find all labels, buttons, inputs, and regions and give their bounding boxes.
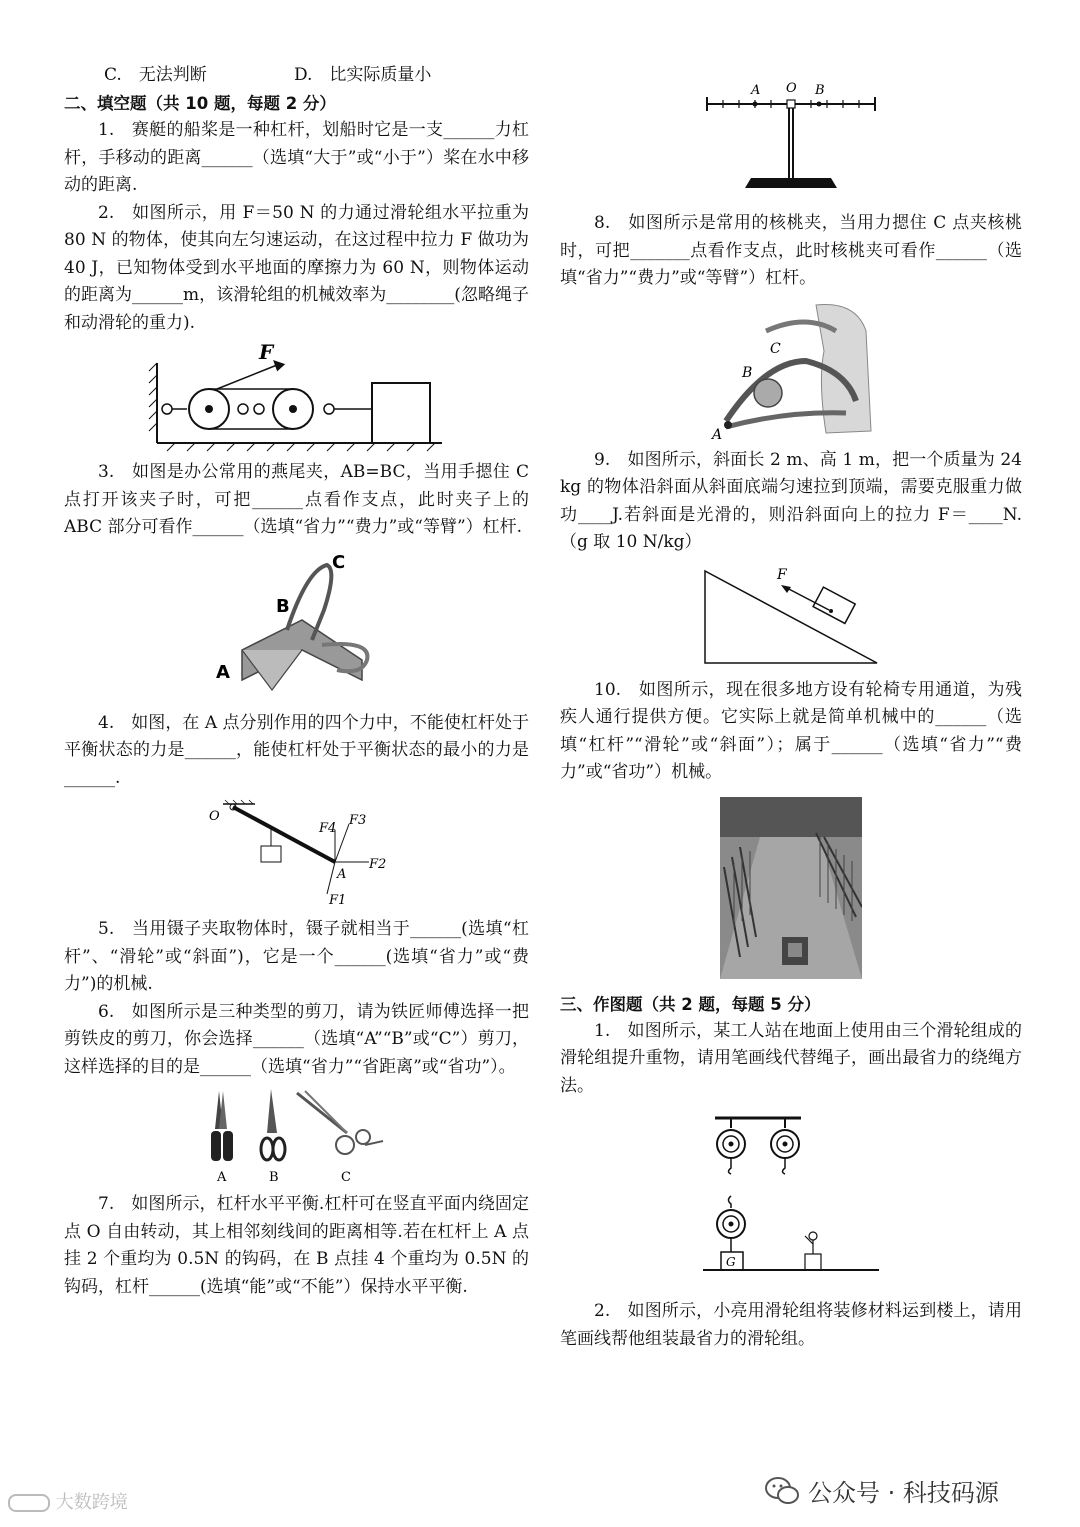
question-3: 3. 如图是办公常用的燕尾夹，AB=BC，当用手摁住 C 点打开该夹子时，可把______点看作支点，此时夹子上的 ABC 部分可看作______（选填“省力”“费力”或“等臂”）杠杆.	[64, 462, 529, 537]
force-label-f: F	[258, 343, 273, 364]
fixed-pulley-left	[717, 1118, 745, 1174]
lever-label-f4: F4	[318, 821, 336, 836]
scissor-label-c: C	[340, 1170, 351, 1185]
question-4: 4. 如图，在 A 点分别作用的四个力中，不能使杠杆处于平衡状态的力是______，能使杠杆处于平衡状态的最小的力是______.	[64, 712, 529, 788]
lever-label-f1: F1	[328, 893, 346, 906]
nut-label-b: B	[742, 364, 753, 381]
drawing-question-2: 2. 如图所示，小亮用滑轮组将装修材料运到楼上，请用笔画线帮他组装最省力的滑轮组。	[560, 1301, 1022, 1349]
clip-label-c: C	[331, 551, 345, 573]
incline-label-f: F	[777, 566, 787, 583]
option-c: C. 无法判断	[104, 65, 207, 85]
question-1: 1. 赛艇的船桨是一种杠杆，划船时它是一支______力杠杆，手移动的距离______（选填“大于”或“小于”）桨在水中移动的距离.	[64, 120, 529, 195]
binder-clip-figure	[212, 550, 382, 700]
wechat-account-name: 公众号 · 科技码源	[808, 1479, 999, 1507]
worker-icon	[805, 1232, 821, 1270]
question-10: 10. 如图所示，现在很多地方设有轮椅专用通道，为残疾人通行提供方便。它实际上就是简单机械中的______（选填“杠杆”“滑轮”或“斜面”）；属于______（选填“省力”“费力”或“省功”）机械。	[560, 679, 1022, 782]
question-9: 9. 如图所示，斜面长 2 m、高 1 m，把一个质量为 24 kg 的物体沿斜面从斜面底端匀速拉到顶端，需要克服重力做功____J.若斜面是光滑的，则沿斜面向上的拉力 F＝____N.（g 取 10 N/kg）	[560, 449, 1022, 552]
lever-label-f3: F3	[348, 813, 366, 828]
scissor-label-b: B	[268, 1170, 279, 1185]
balance-label-b: B	[815, 83, 825, 98]
clip-label-a: A	[215, 661, 230, 683]
movable-pulley	[717, 1196, 745, 1252]
lever-label-a: A	[336, 867, 346, 882]
lever-label-o: O	[208, 809, 220, 824]
lever-forces-figure	[207, 798, 387, 906]
nut-label-a: A	[712, 426, 723, 441]
watermark-logo-icon	[8, 1494, 50, 1512]
watermark	[8, 1488, 128, 1514]
question-2: 2. 如图所示，用 F＝50 N 的力通过滑轮组水平拉重为 80 N 的物体，使其向左匀速运动，在这过程中拉力 F 做功为 40 J，已知物体受到水平地面的摩擦力为 60 N，则物体运动的距离为______m，该滑轮组的机械效率为________(忽略绳子和动滑轮的重力).	[64, 202, 529, 333]
clip-label-b: B	[275, 595, 290, 617]
weight-label-g: G	[726, 1255, 736, 1269]
section-fill-in-title: 二、填空题（共 10 题，每题 2 分）	[64, 94, 336, 113]
lever-label-f2: F2	[368, 857, 386, 872]
pulley-horizontal-figure	[147, 343, 447, 453]
left-column	[64, 60, 529, 1301]
balance-lever-figure	[701, 80, 881, 190]
scissor-label-a: A	[216, 1170, 226, 1185]
scissor-a-icon	[211, 1091, 233, 1161]
drawing-question-1: 1. 如图所示，某工人站在地面上使用由三个滑轮组成的滑轮组提升重物，请用笔画线代替绳子，画出最省力的绕绳方法。	[560, 1020, 1022, 1096]
fixed-pulley-right	[771, 1118, 799, 1174]
right-column	[560, 80, 1022, 1353]
scissor-b-icon	[261, 1089, 285, 1160]
pulley-system-figure	[701, 1112, 881, 1282]
wechat-footer	[764, 1473, 999, 1508]
question-7: 7. 如图所示，杠杆水平平衡.杠杆可在竖直平面内绕固定点 O 自由转动，其上相邻刻线间的距离相等.若在杠杆上 A 点挂 2 个重均为 0.5N 的钩码，在 B 点挂 4 个重均为 0.5N 的钩码，杠杆______(选填“能”或“不能”）保持水平平衡.	[64, 1194, 529, 1297]
question-8: 8. 如图所示是常用的核桃夹，当用力摁住 C 点夹核桃时，可把_______点看作支点，此时核桃夹可看作______（选填“省力”“费力”或“等臂”）杠杆。	[560, 213, 1022, 288]
balance-label-a: A	[751, 83, 761, 98]
nutcracker-figure	[706, 301, 876, 441]
balance-label-o: O	[786, 81, 797, 96]
question-5: 5. 当用镊子夹取物体时，镊子就相当于______(选填“杠杆”、“滑轮”或“斜面”)，它是一个______(选填“省力”或“费力”)的机械.	[64, 919, 529, 994]
watermark-text: 大数跨境	[55, 1492, 128, 1513]
section-drawing-title: 三、作图题（共 2 题，每题 5 分）	[560, 994, 821, 1014]
wechat-icon	[764, 1475, 800, 1507]
incline-figure	[701, 567, 881, 667]
nut-label-c: C	[770, 340, 781, 357]
options-row	[64, 60, 529, 90]
option-d: D. 比实际质量小	[294, 65, 432, 85]
scissor-c-icon	[297, 1091, 383, 1154]
question-6: 6. 如图所示是三种类型的剪刀，请为铁匠师傅选择一把剪铁皮的剪刀，你会选择______（选填“A”“B”或“C”）剪刀，这样选择的目的是______（选填“省力”“省距离”或“省功”）。	[64, 1001, 529, 1077]
scissors-figure	[197, 1087, 397, 1185]
ramp-photo-figure	[720, 797, 862, 979]
